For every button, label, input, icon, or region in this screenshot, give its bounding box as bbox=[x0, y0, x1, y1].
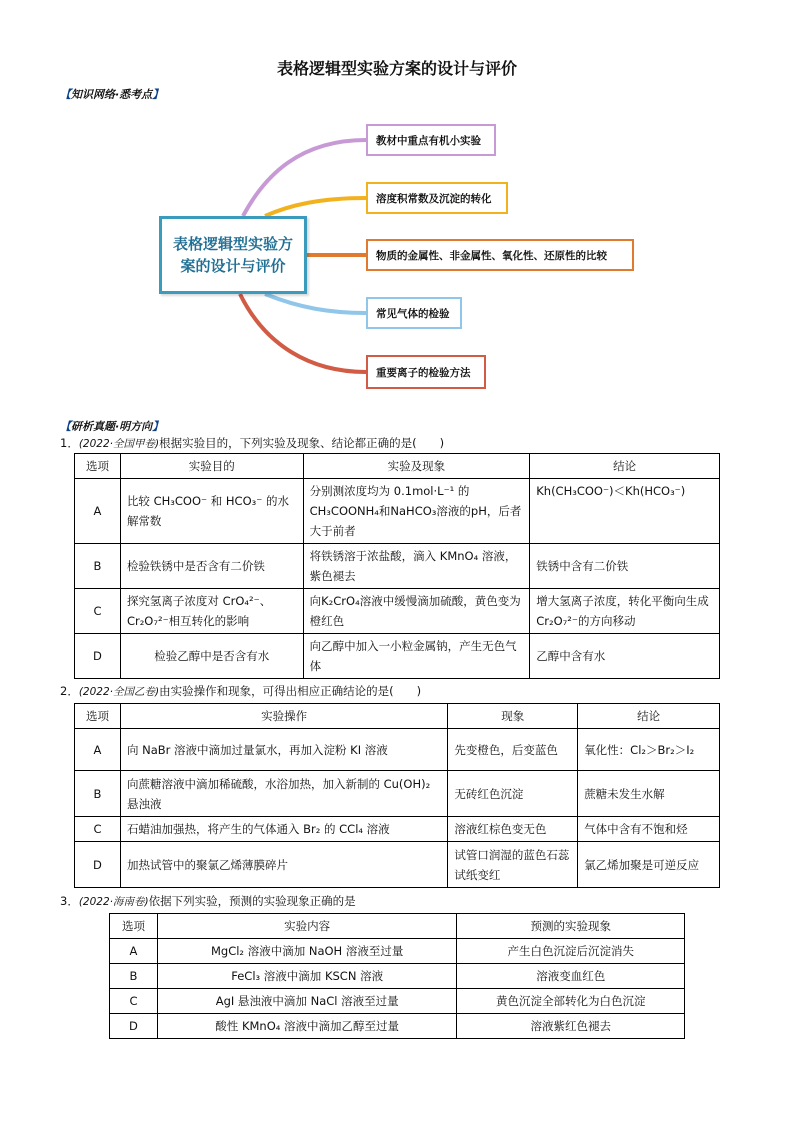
q3-row-content: FeCl₃ 溶液中滴加 KSCN 溶液 bbox=[157, 964, 456, 989]
q2-row-operation: 向 NaBr 溶液中滴加过量氯水，再加入淀粉 KI 溶液 bbox=[120, 729, 447, 771]
q1-row-conclusion: Kh(CH₃COO⁻)＜Kh(HCO₃⁻) bbox=[530, 479, 720, 544]
mindmap-branch-1-label: 教材中重点有机小实验 bbox=[376, 134, 481, 147]
page-title: 表格逻辑型实验方案的设计与评价 bbox=[276, 59, 517, 78]
section-label-knowledge-text: 知识网络·悉考点 bbox=[71, 88, 153, 101]
q2-header-option: 选项 bbox=[75, 704, 121, 729]
q3-row-option: D bbox=[110, 1014, 158, 1039]
table-row bbox=[75, 634, 720, 679]
q2-row-conclusion: 氯乙烯加聚是可逆反应 bbox=[578, 842, 720, 888]
q2-row-operation: 石蜡油加强热，将产生的气体通入 Br₂ 的 CCl₄ 溶液 bbox=[120, 817, 447, 842]
q3-row-prediction: 溶液紫红色褪去 bbox=[457, 1014, 685, 1039]
question-1-number: 1． bbox=[60, 436, 79, 450]
question-3-number: 3． bbox=[60, 894, 79, 908]
table-header-row bbox=[75, 704, 720, 729]
question-3-source: (2022·海南卷) bbox=[78, 896, 149, 908]
q3-header-content: 实验内容 bbox=[157, 914, 456, 939]
q2-row-option: C bbox=[75, 817, 121, 842]
mindmap-branch-5 bbox=[366, 355, 486, 389]
q3-row-option: A bbox=[110, 939, 158, 964]
q3-row-option: C bbox=[110, 989, 158, 1014]
table-row bbox=[110, 964, 685, 989]
q2-row-phenomenon: 溶液红棕色变无色 bbox=[448, 817, 578, 842]
table-header-row bbox=[75, 454, 720, 479]
mindmap-branch-4 bbox=[366, 297, 462, 329]
q1-row-purpose: 检验铁锈中是否含有二价铁 bbox=[120, 544, 303, 589]
q1-row-phenomenon: 向乙醇中加入一小粒金属钠，产生无色气体 bbox=[303, 634, 530, 679]
q1-row-purpose: 检验乙醇中是否含有水 bbox=[120, 634, 303, 679]
q2-header-phenomenon: 现象 bbox=[448, 704, 578, 729]
table-row bbox=[75, 729, 720, 771]
mindmap-branch-3-label: 物质的金属性、非金属性、氧化性、还原性的比较 bbox=[376, 249, 607, 262]
q2-row-conclusion: 蔗糖未发生水解 bbox=[578, 771, 720, 817]
q3-row-content: MgCl₂ 溶液中滴加 NaOH 溶液至过量 bbox=[157, 939, 456, 964]
question-1-table bbox=[74, 453, 720, 679]
mindmap-center-line2: 案的设计与评价 bbox=[180, 257, 286, 275]
mindmap-branch-4-label: 常见气体的检验 bbox=[376, 307, 450, 320]
q2-header-conclusion: 结论 bbox=[578, 704, 720, 729]
q2-row-option: D bbox=[75, 842, 121, 888]
branch-curve-2 bbox=[265, 198, 366, 216]
q1-header-purpose: 实验目的 bbox=[120, 454, 303, 479]
q3-row-prediction: 产生白色沉淀后沉淀消失 bbox=[457, 939, 685, 964]
q1-header-conclusion: 结论 bbox=[530, 454, 720, 479]
q2-row-operation: 向蔗糖溶液中滴加稀硫酸，水浴加热，加入新制的 Cu(OH)₂悬浊液 bbox=[120, 771, 447, 817]
table-row bbox=[75, 817, 720, 842]
table-header-row bbox=[110, 914, 685, 939]
question-1-stem bbox=[60, 435, 444, 451]
q2-row-operation: 加热试管中的聚氯乙烯薄膜碎片 bbox=[120, 842, 447, 888]
q1-row-conclusion: 乙醇中含有水 bbox=[530, 634, 720, 679]
branch-curve-4 bbox=[265, 294, 366, 313]
q3-row-prediction: 溶液变血红色 bbox=[457, 964, 685, 989]
q3-header-prediction: 预测的实验现象 bbox=[457, 914, 685, 939]
mindmap-branch-2-label: 溶度积常数及沉淀的转化 bbox=[376, 192, 492, 205]
mindmap-center-node bbox=[159, 216, 307, 294]
section-label-study: 【研析真题·明方向】 bbox=[60, 420, 164, 433]
table-row bbox=[110, 989, 685, 1014]
q2-row-option: B bbox=[75, 771, 121, 817]
q2-row-conclusion: 气体中含有不饱和烃 bbox=[578, 817, 720, 842]
q1-row-phenomenon: 向K₂CrO₄溶液中缓慢滴加硫酸，黄色变为橙红色 bbox=[303, 589, 530, 634]
question-1-text: 根据实验目的，下列实验及现象、结论都正确的是( ) bbox=[159, 436, 445, 450]
question-2-number: 2． bbox=[60, 684, 79, 698]
section-label-knowledge: 【知识网络·悉考点】 bbox=[60, 88, 164, 101]
q1-row-conclusion: 增大氢离子浓度，转化平衡向生成 Cr₂O₇²⁻的方向移动 bbox=[530, 589, 720, 634]
q1-row-phenomenon: 分别测浓度均为 0.1mol·L⁻¹ 的 CH₃COONH₄和NaHCO₃溶液的pH，后者大于前者 bbox=[303, 479, 530, 544]
q3-row-content: AgI 悬浊液中滴加 NaCl 溶液至过量 bbox=[157, 989, 456, 1014]
table-row bbox=[75, 842, 720, 888]
q1-row-conclusion: 铁锈中含有二价铁 bbox=[530, 544, 720, 589]
table-row bbox=[75, 544, 720, 589]
q3-header-option: 选项 bbox=[110, 914, 158, 939]
q2-row-phenomenon: 试管口润湿的蓝色石蕊试纸变红 bbox=[448, 842, 578, 888]
q1-header-option: 选项 bbox=[75, 454, 121, 479]
q1-row-purpose: 探究氢离子浓度对 CrO₄²⁻、Cr₂O₇²⁻相互转化的影响 bbox=[120, 589, 303, 634]
section-label-study-text: 研析真题·明方向 bbox=[71, 420, 153, 433]
q2-row-phenomenon: 无砖红色沉淀 bbox=[448, 771, 578, 817]
table-row bbox=[75, 771, 720, 817]
q2-row-option: A bbox=[75, 729, 121, 771]
mindmap-branch-1 bbox=[366, 124, 496, 156]
mindmap-branch-2 bbox=[366, 182, 508, 214]
q2-row-phenomenon: 先变橙色，后变蓝色 bbox=[448, 729, 578, 771]
question-2-text: 由实验操作和现象，可得出相应正确结论的是( ) bbox=[159, 684, 422, 698]
mindmap-center-line1: 表格逻辑型实验方 bbox=[172, 235, 293, 253]
question-1-source: (2022·全国甲卷) bbox=[78, 438, 160, 450]
q1-row-purpose: 比较 CH₃COO⁻ 和 HCO₃⁻ 的水解常数 bbox=[120, 479, 303, 544]
q1-row-option: D bbox=[75, 634, 121, 679]
q2-row-conclusion: 氧化性：Cl₂＞Br₂＞I₂ bbox=[578, 729, 720, 771]
table-row bbox=[110, 939, 685, 964]
question-2-source: (2022·全国乙卷) bbox=[78, 686, 160, 698]
mindmap-branch-3 bbox=[366, 239, 634, 271]
q2-header-operation: 实验操作 bbox=[120, 704, 447, 729]
question-2-table bbox=[74, 703, 720, 888]
question-2-stem bbox=[60, 683, 421, 699]
q3-row-prediction: 黄色沉淀全部转化为白色沉淀 bbox=[457, 989, 685, 1014]
mindmap-branch-5-label: 重要离子的检验方法 bbox=[376, 366, 471, 379]
q3-row-content: 酸性 KMnO₄ 溶液中滴加乙醇至过量 bbox=[157, 1014, 456, 1039]
q1-row-option: C bbox=[75, 589, 121, 634]
table-row bbox=[75, 589, 720, 634]
q3-row-option: B bbox=[110, 964, 158, 989]
q1-row-phenomenon: 将铁锈溶于浓盐酸，滴入 KMnO₄ 溶液，紫色褪去 bbox=[303, 544, 530, 589]
table-row bbox=[75, 479, 720, 544]
table-row bbox=[110, 1014, 685, 1039]
q1-row-option: B bbox=[75, 544, 121, 589]
q1-row-option: A bbox=[75, 479, 121, 544]
question-3-text: 依据下列实验，预测的实验现象正确的是 bbox=[148, 894, 356, 908]
question-3-stem bbox=[60, 893, 356, 909]
q1-header-phenomenon: 实验及现象 bbox=[303, 454, 530, 479]
question-3-table bbox=[109, 913, 685, 1039]
